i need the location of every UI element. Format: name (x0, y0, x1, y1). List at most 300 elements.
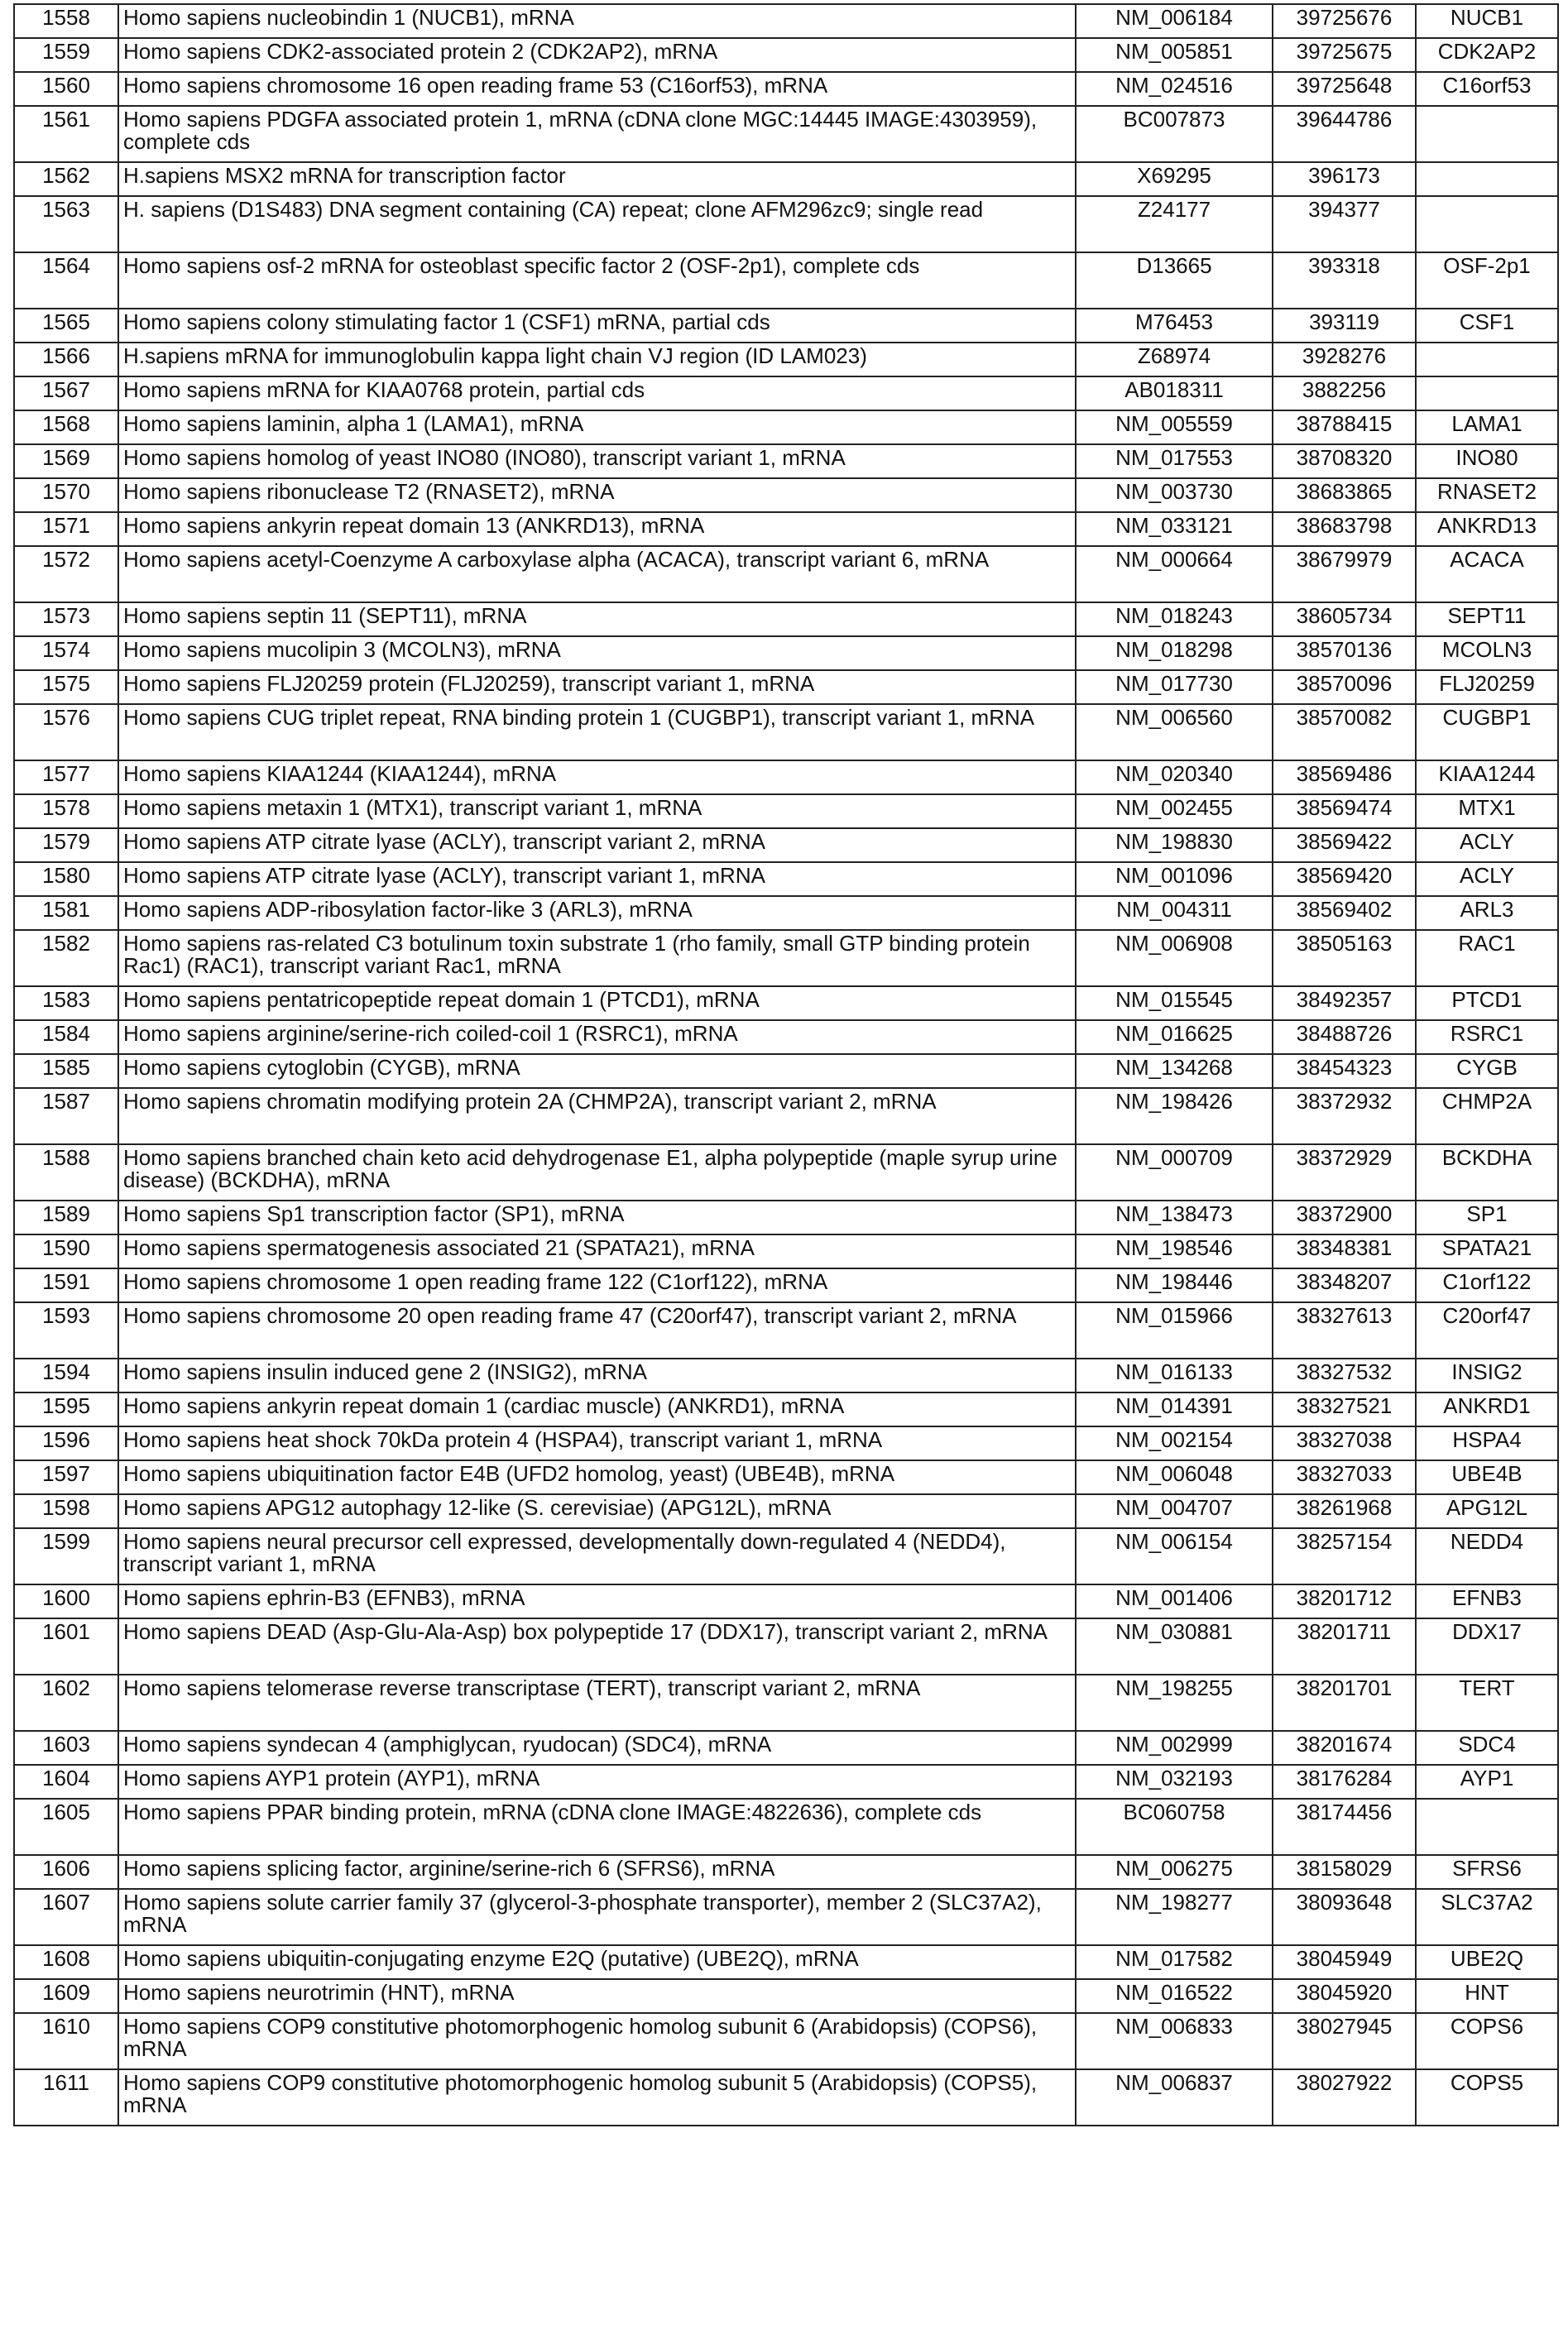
row-number-cell (14, 1268, 118, 1302)
row-number-cell (14, 760, 118, 794)
row-number: 1565 (42, 309, 90, 334)
accession-number-cell (1076, 1855, 1273, 1889)
accession-number: NM_016133 (1115, 1359, 1233, 1384)
gene-symbol-cell (1416, 896, 1558, 930)
gene-symbol-cell (1416, 1765, 1558, 1799)
row-number-cell (14, 478, 118, 512)
gi-number-cell (1273, 2013, 1416, 2069)
gi-number: 38683798 (1296, 513, 1393, 538)
gi-number: 38570096 (1296, 671, 1393, 696)
table-row (14, 1302, 1558, 1359)
gene-symbol-cell (1416, 1618, 1558, 1675)
table-row (14, 106, 1558, 162)
gi-number: 393119 (1309, 309, 1379, 334)
row-number: 1566 (42, 343, 90, 368)
sequence-description: H.sapiens MSX2 mRNA for transcription factor (123, 163, 566, 188)
gi-number-cell (1273, 309, 1416, 343)
table-row (14, 478, 1558, 512)
accession-number: NM_198277 (1115, 1890, 1233, 1915)
accession-number: NM_030881 (1115, 1619, 1233, 1644)
table-row (14, 636, 1558, 670)
gene-symbol-cell (1416, 1201, 1558, 1234)
sequence-description: Homo sapiens pentatricopeptide repeat domain 1 (PTCD1), mRNA (123, 987, 760, 1012)
sequence-description-cell (118, 4, 1076, 38)
gi-number: 38201711 (1297, 1619, 1392, 1644)
row-number-cell (14, 896, 118, 930)
row-number-cell (14, 1054, 118, 1088)
row-number: 1572 (42, 547, 90, 572)
sequence-description-cell (118, 1302, 1076, 1359)
gi-number-cell (1273, 828, 1416, 862)
row-number: 1602 (42, 1675, 90, 1700)
sequence-description-cell (118, 1799, 1076, 1855)
sequence-description-cell (118, 1054, 1076, 1088)
gene-symbol-cell (1416, 1528, 1558, 1584)
gi-number: 39725648 (1296, 73, 1393, 98)
row-number: 1573 (42, 603, 90, 628)
gene-symbol-cell (1416, 1855, 1558, 1889)
sequence-description: Homo sapiens PPAR binding protein, mRNA (cDNA clone IMAGE:4822636), complete cds (123, 1800, 982, 1824)
row-number: 1564 (42, 253, 90, 278)
gi-number-cell (1273, 444, 1416, 478)
sequence-description: Homo sapiens KIAA1244 (KIAA1244), mRNA (123, 761, 557, 786)
accession-number-cell (1076, 636, 1273, 670)
gi-number: 38569420 (1296, 863, 1393, 888)
sequence-description: Homo sapiens chromatin modifying protein 2A (CHMP2A), transcript variant 2, mRNA (123, 1089, 937, 1114)
gi-number: 39725676 (1296, 5, 1393, 30)
table-row (14, 1528, 1558, 1584)
row-number: 1585 (42, 1055, 90, 1080)
gene-symbol: HNT (1465, 1980, 1509, 2005)
sequence-description: Homo sapiens mucolipin 3 (MCOLN3), mRNA (123, 637, 561, 662)
gene-symbol: INO80 (1455, 445, 1518, 470)
accession-number: NM_004311 (1116, 897, 1232, 922)
accession-number: NM_017553 (1115, 445, 1233, 470)
gene-symbol-cell (1416, 1889, 1558, 1945)
gene-symbol: ANKRD1 (1443, 1393, 1531, 1418)
gi-number-cell (1273, 1584, 1416, 1618)
row-number: 1611 (43, 2070, 89, 2095)
gi-number-cell (1273, 546, 1416, 602)
sequence-description-cell (118, 1144, 1076, 1201)
accession-number-cell (1076, 376, 1273, 410)
table-row (14, 896, 1558, 930)
sequence-description: Homo sapiens ubiquitination factor E4B (UFD2 homolog, yeast) (UBE4B), mRNA (123, 1461, 895, 1486)
gene-symbol-cell (1416, 1731, 1558, 1765)
row-number: 1600 (42, 1585, 90, 1610)
row-number: 1596 (42, 1427, 90, 1452)
accession-number-cell (1076, 2013, 1273, 2069)
sequence-description: Homo sapiens homolog of yeast INO80 (INO80), transcript variant 1, mRNA (123, 445, 846, 470)
accession-number-cell (1076, 1020, 1273, 1054)
table-row (14, 1765, 1558, 1799)
gi-number-cell (1273, 1359, 1416, 1392)
accession-number-cell (1076, 343, 1273, 376)
gene-symbol: KIAA1244 (1438, 761, 1536, 786)
gene-symbol: SPATA21 (1441, 1235, 1532, 1260)
sequence-description: Homo sapiens ATP citrate lyase (ACLY), transcript variant 1, mRNA (123, 863, 765, 888)
gi-number-cell (1273, 1426, 1416, 1460)
accession-number: NM_032193 (1115, 1766, 1233, 1790)
gene-symbol-cell (1416, 1945, 1558, 1979)
row-number-cell (14, 444, 118, 478)
accession-number-cell (1076, 512, 1273, 546)
gi-number-cell (1273, 1945, 1416, 1979)
accession-number: NM_002455 (1115, 795, 1233, 820)
gene-symbol: UBE4B (1451, 1461, 1522, 1486)
gi-number: 38093648 (1296, 1890, 1393, 1915)
sequence-description: Homo sapiens solute carrier family 37 (glycerol-3-phosphate transporter), member 2 (SLC37A2), mRNA (123, 1890, 1042, 1937)
gene-symbol: SLC37A2 (1441, 1890, 1533, 1915)
row-number: 1599 (42, 1529, 90, 1554)
row-number-cell (14, 2069, 118, 2126)
sequence-description: Homo sapiens ATP citrate lyase (ACLY), transcript variant 2, mRNA (123, 829, 765, 854)
gi-number-cell (1273, 1494, 1416, 1528)
gi-number: 38201712 (1296, 1585, 1393, 1610)
row-number: 1598 (42, 1495, 90, 1520)
row-number-cell (14, 862, 118, 896)
sequence-description: Homo sapiens Sp1 transcription factor (SP1), mRNA (123, 1201, 625, 1226)
gi-number-cell (1273, 794, 1416, 828)
gene-symbol: FLJ20259 (1439, 671, 1535, 696)
sequence-description: Homo sapiens osf-2 mRNA for osteoblast specific factor 2 (OSF-2p1), complete cds (123, 253, 920, 278)
accession-number: NM_198830 (1115, 829, 1233, 854)
sequence-description: Homo sapiens spermatogenesis associated 21 (SPATA21), mRNA (123, 1235, 755, 1260)
accession-number-cell (1076, 1234, 1273, 1268)
sequence-description-cell (118, 376, 1076, 410)
row-number-cell (14, 1584, 118, 1618)
accession-number-cell (1076, 478, 1273, 512)
sequence-description-cell (118, 986, 1076, 1020)
gi-number-cell (1273, 252, 1416, 309)
sequence-description-cell (118, 72, 1076, 106)
sequence-description: Homo sapiens ephrin-B3 (EFNB3), mRNA (123, 1585, 525, 1610)
table-row (14, 512, 1558, 546)
gi-number: 38261968 (1296, 1495, 1393, 1520)
sequence-description: Homo sapiens ankyrin repeat domain 13 (ANKRD13), mRNA (123, 513, 705, 538)
accession-number-cell (1076, 410, 1273, 444)
sequence-description: Homo sapiens mRNA for KIAA0768 protein, partial cds (123, 377, 645, 402)
accession-number: BC060758 (1123, 1800, 1225, 1824)
gene-symbol-cell (1416, 1392, 1558, 1426)
document-page (13, 3, 1557, 2126)
sequence-description-cell (118, 1889, 1076, 1945)
accession-number-cell (1076, 862, 1273, 896)
gi-number-cell (1273, 1144, 1416, 1201)
accession-number: Z24177 (1137, 197, 1211, 222)
accession-number-cell (1076, 1088, 1273, 1144)
row-number-cell (14, 602, 118, 636)
row-number: 1581 (42, 897, 90, 922)
table-row (14, 2069, 1558, 2126)
accession-number-cell (1076, 309, 1273, 343)
table-row (14, 1855, 1558, 1889)
accession-number-cell (1076, 1799, 1273, 1855)
sequence-description-cell (118, 196, 1076, 252)
sequence-description-cell (118, 1855, 1076, 1889)
row-number-cell (14, 930, 118, 986)
row-number: 1593 (42, 1303, 90, 1328)
row-number-cell (14, 343, 118, 376)
accession-number: NM_006154 (1115, 1529, 1233, 1554)
gene-symbol-cell (1416, 1302, 1558, 1359)
accession-number: NM_014391 (1115, 1393, 1233, 1418)
accession-number: D13665 (1136, 253, 1212, 278)
sequence-description-cell (118, 1618, 1076, 1675)
row-number: 1580 (42, 863, 90, 888)
table-row (14, 38, 1558, 72)
row-number: 1594 (42, 1359, 90, 1384)
gene-symbol: C20orf47 (1442, 1303, 1532, 1328)
gene-symbol: ACACA (1450, 547, 1524, 572)
gi-number: 3928276 (1302, 343, 1387, 368)
accession-number-cell (1076, 72, 1273, 106)
row-number: 1558 (42, 5, 90, 30)
gene-symbol-cell (1416, 704, 1558, 760)
gi-number-cell (1273, 760, 1416, 794)
gi-number-cell (1273, 862, 1416, 896)
sequence-description: Homo sapiens arginine/serine-rich coiled-coil 1 (RSRC1), mRNA (123, 1021, 738, 1046)
row-number: 1608 (42, 1946, 90, 1971)
gi-number-cell (1273, 1528, 1416, 1584)
gene-symbol-cell (1416, 1675, 1558, 1731)
gi-number-cell (1273, 1302, 1416, 1359)
gi-number: 38348207 (1296, 1269, 1393, 1294)
sequence-description: Homo sapiens COP9 constitutive photomorphogenic homolog subunit 6 (Arabidopsis) (COPS6), mRNA (123, 2014, 1038, 2061)
accession-number-cell (1076, 196, 1273, 252)
accession-number-cell (1076, 1765, 1273, 1799)
gene-symbol: CDK2AP2 (1437, 39, 1537, 64)
gene-symbol: UBE2Q (1450, 1946, 1524, 1971)
sequence-description: Homo sapiens chromosome 1 open reading frame 122 (C1orf122), mRNA (123, 1269, 828, 1294)
row-number-cell (14, 4, 118, 38)
row-number: 1584 (42, 1021, 90, 1046)
row-number-cell (14, 1359, 118, 1392)
table-row (14, 162, 1558, 196)
gene-symbol: ACLY (1460, 829, 1514, 854)
gene-symbol: ANKRD13 (1437, 513, 1537, 538)
accession-number-cell (1076, 1584, 1273, 1618)
sequence-description-cell (118, 309, 1076, 343)
gi-number-cell (1273, 162, 1416, 196)
table-row (14, 2013, 1558, 2069)
row-number: 1571 (42, 513, 90, 538)
row-number: 1606 (42, 1856, 90, 1881)
gene-symbol: ARL3 (1460, 897, 1514, 922)
row-number-cell (14, 1731, 118, 1765)
sequence-description-cell (118, 1088, 1076, 1144)
gi-number-cell (1273, 1889, 1416, 1945)
gene-symbol-cell (1416, 1054, 1558, 1088)
row-number-cell (14, 1945, 118, 1979)
accession-number-cell (1076, 106, 1273, 162)
gene-symbol-cell (1416, 2013, 1558, 2069)
table-row (14, 1088, 1558, 1144)
sequence-description: H. sapiens (D1S483) DNA segment containing (CA) repeat; clone AFM296zc9; single read (123, 197, 984, 222)
row-number: 1570 (42, 479, 90, 504)
gene-symbol: LAMA1 (1451, 411, 1522, 436)
table-row (14, 1584, 1558, 1618)
sequence-description: Homo sapiens FLJ20259 protein (FLJ20259), transcript variant 1, mRNA (123, 671, 815, 696)
gi-number: 38327038 (1296, 1427, 1393, 1452)
accession-number: NM_134268 (1115, 1055, 1233, 1080)
accession-number: NM_006048 (1115, 1461, 1233, 1486)
gene-symbol: SEPT11 (1447, 603, 1527, 628)
accession-number-cell (1076, 1302, 1273, 1359)
sequence-description-cell (118, 1494, 1076, 1528)
sequence-description: Homo sapiens ras-related C3 botulinum toxin substrate 1 (rho family, small GTP binding protein Rac1) (RAC1), transcript variant Rac1, mRNA (123, 931, 1030, 978)
accession-number-cell (1076, 760, 1273, 794)
row-number-cell (14, 986, 118, 1020)
table-row (14, 1359, 1558, 1392)
sequence-description: Homo sapiens ubiquitin-conjugating enzyme E2Q (putative) (UBE2Q), mRNA (123, 1946, 859, 1971)
table-row (14, 670, 1558, 704)
table-row (14, 4, 1558, 38)
sequence-description: Homo sapiens laminin, alpha 1 (LAMA1), mRNA (123, 411, 584, 436)
sequence-description: Homo sapiens ribonuclease T2 (RNASET2), mRNA (123, 479, 615, 504)
gi-number: 393318 (1308, 253, 1380, 278)
row-number-cell (14, 1675, 118, 1731)
sequence-description-cell (118, 1426, 1076, 1460)
gi-number: 38570082 (1296, 705, 1393, 730)
row-number-cell (14, 162, 118, 196)
gi-number-cell (1273, 602, 1416, 636)
accession-number-cell (1076, 1528, 1273, 1584)
gene-symbol-cell (1416, 2069, 1558, 2126)
gene-symbol: RAC1 (1458, 931, 1516, 956)
accession-number: NM_006837 (1115, 2070, 1233, 2095)
row-number: 1569 (42, 445, 90, 470)
sequence-description: H.sapiens mRNA for immunoglobulin kappa light chain VJ region (ID LAM023) (123, 343, 867, 368)
row-number: 1603 (42, 1732, 90, 1757)
gi-number: 38327613 (1296, 1303, 1393, 1328)
gi-number-cell (1273, 1201, 1416, 1234)
table-row (14, 1268, 1558, 1302)
gene-symbol: PTCD1 (1451, 987, 1522, 1012)
sequence-description-cell (118, 1765, 1076, 1799)
row-number-cell (14, 1144, 118, 1201)
gi-number-cell (1273, 1855, 1416, 1889)
gene-symbol-cell (1416, 72, 1558, 106)
table-row (14, 1731, 1558, 1765)
accession-number-cell (1076, 1268, 1273, 1302)
row-number: 1583 (42, 987, 90, 1012)
accession-number: NM_006184 (1115, 5, 1233, 30)
table-row (14, 862, 1558, 896)
row-number-cell (14, 252, 118, 309)
gi-number: 38488726 (1296, 1021, 1393, 1046)
accession-number: NM_198255 (1115, 1675, 1233, 1700)
row-number-cell (14, 196, 118, 252)
table-row (14, 1201, 1558, 1234)
gi-number: 38327532 (1296, 1359, 1393, 1384)
row-number-cell (14, 1460, 118, 1494)
gene-symbol: HSPA4 (1452, 1427, 1522, 1452)
accession-number-cell (1076, 1392, 1273, 1426)
gi-number: 38570136 (1296, 637, 1393, 662)
accession-number: NM_198426 (1115, 1089, 1233, 1114)
gi-number: 38045949 (1296, 1946, 1393, 1971)
gene-symbol-cell (1416, 1359, 1558, 1392)
gene-symbol: RNASET2 (1437, 479, 1537, 504)
sequence-description-cell (118, 38, 1076, 72)
sequence-description: Homo sapiens telomerase reverse transcriptase (TERT), transcript variant 2, mRNA (123, 1675, 921, 1700)
accession-number: NM_000709 (1115, 1145, 1233, 1170)
row-number-cell (14, 546, 118, 602)
sequence-description: Homo sapiens AYP1 protein (AYP1), mRNA (123, 1766, 540, 1790)
sequence-description: Homo sapiens ADP-ribosylation factor-like 3 (ARL3), mRNA (123, 897, 693, 922)
sequence-description: Homo sapiens acetyl-Coenzyme A carboxylase alpha (ACACA), transcript variant 6, mRNA (123, 547, 990, 572)
gi-number-cell (1273, 1088, 1416, 1144)
gi-number: 38708320 (1296, 445, 1393, 470)
accession-number: NM_005559 (1115, 411, 1233, 436)
gi-number: 38158029 (1296, 1856, 1393, 1881)
gi-number-cell (1273, 376, 1416, 410)
gi-number-cell (1273, 512, 1416, 546)
gene-symbol-cell (1416, 196, 1558, 252)
sequence-description: Homo sapiens DEAD (Asp-Glu-Ala-Asp) box polypeptide 17 (DDX17), transcript variant 2, mRNA (123, 1619, 1048, 1644)
sequence-description-cell (118, 252, 1076, 309)
gi-number-cell (1273, 1020, 1416, 1054)
gene-symbol-cell (1416, 106, 1558, 162)
sequence-description: Homo sapiens insulin induced gene 2 (INSIG2), mRNA (123, 1359, 647, 1384)
accession-number-cell (1076, 2069, 1273, 2126)
accession-number: NM_138473 (1115, 1201, 1233, 1226)
accession-number-cell (1076, 896, 1273, 930)
row-number-cell (14, 1889, 118, 1945)
sequence-description-cell (118, 828, 1076, 862)
sequence-description: Homo sapiens splicing factor, arginine/serine-rich 6 (SFRS6), mRNA (123, 1856, 775, 1881)
gene-symbol-cell (1416, 38, 1558, 72)
accession-number: NM_017730 (1115, 671, 1233, 696)
accession-number-cell (1076, 1460, 1273, 1494)
gene-symbol-cell (1416, 794, 1558, 828)
gi-number-cell (1273, 1460, 1416, 1494)
gene-symbol-cell (1416, 1494, 1558, 1528)
row-number-cell (14, 1426, 118, 1460)
accession-number-cell (1076, 986, 1273, 1020)
row-number-cell (14, 309, 118, 343)
sequence-description-cell (118, 1945, 1076, 1979)
accession-number: NM_002999 (1115, 1732, 1233, 1757)
row-number: 1562 (42, 163, 90, 188)
sequence-description-cell (118, 794, 1076, 828)
table-row (14, 444, 1558, 478)
table-row (14, 410, 1558, 444)
table-row (14, 343, 1558, 376)
accession-number: NM_020340 (1115, 761, 1233, 786)
accession-number: NM_003730 (1115, 479, 1233, 504)
sequence-description-cell (118, 1528, 1076, 1584)
gi-number: 38679979 (1296, 547, 1393, 572)
sequence-description: Homo sapiens colony stimulating factor 1 (CSF1) mRNA, partial cds (123, 309, 770, 334)
sequence-description-cell (118, 670, 1076, 704)
row-number: 1582 (42, 931, 90, 956)
gene-table-body (14, 4, 1558, 2126)
accession-number: NM_001406 (1115, 1585, 1233, 1610)
gi-number-cell (1273, 1054, 1416, 1088)
gene-symbol-cell (1416, 4, 1558, 38)
gene-symbol-cell (1416, 343, 1558, 376)
gene-symbol-cell (1416, 1584, 1558, 1618)
sequence-description: Homo sapiens syndecan 4 (amphiglycan, ryudocan) (SDC4), mRNA (123, 1732, 772, 1757)
gi-number: 38257154 (1296, 1529, 1393, 1554)
gene-symbol-cell (1416, 1020, 1558, 1054)
gi-number: 38372929 (1296, 1145, 1393, 1170)
accession-number-cell (1076, 1979, 1273, 2013)
row-number-cell (14, 72, 118, 106)
accession-number-cell (1076, 930, 1273, 986)
